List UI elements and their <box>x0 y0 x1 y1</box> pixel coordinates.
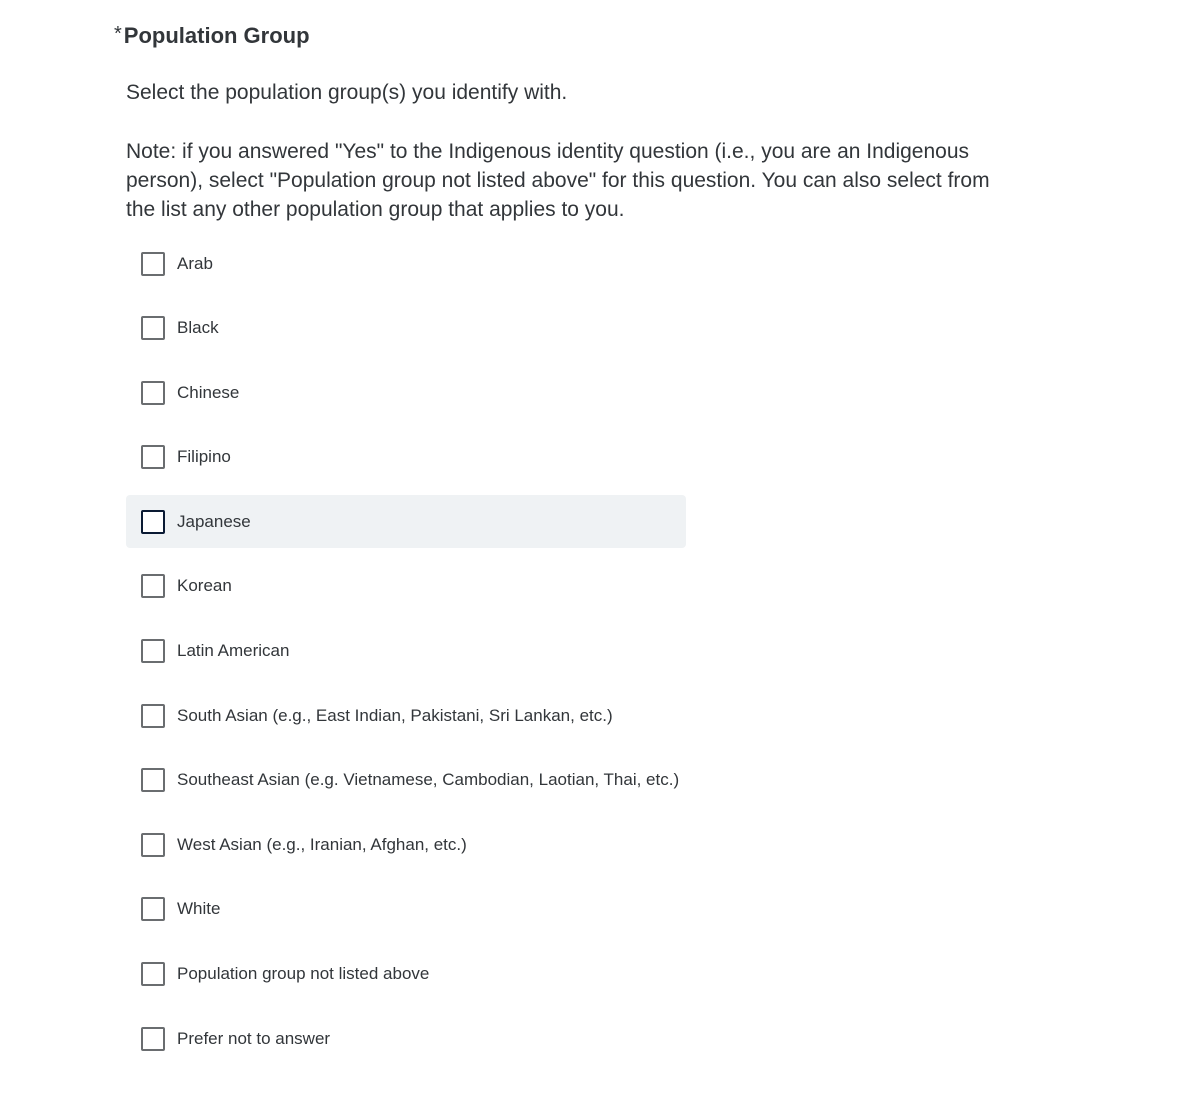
option-label[interactable]: South Asian (e.g., East Indian, Pakistani, Sri Lankan, etc.) <box>177 705 613 725</box>
option-japanese[interactable] <box>126 495 686 548</box>
checkbox-filipino[interactable] <box>141 445 165 469</box>
option-label[interactable]: Southeast Asian (e.g. Vietnamese, Cambodian, Laotian, Thai, etc.) <box>177 770 680 790</box>
option-label[interactable]: Prefer not to answer <box>177 1028 331 1048</box>
question-note: Note: if you answered "Yes" to the Indigenous identity question (i.e., you are an Indigenous person), select "Population group not listed above" for this question. You can also select from the list any other population group that applies to you. <box>126 140 990 221</box>
option-filipino[interactable] <box>126 431 686 484</box>
checkbox-south-asian[interactable] <box>141 704 165 728</box>
checkbox-not-listed[interactable] <box>141 962 165 986</box>
question-title: Population Group <box>123 23 310 48</box>
option-label[interactable]: White <box>177 899 221 919</box>
checkbox-japanese[interactable] <box>141 510 165 534</box>
option-arab[interactable] <box>126 237 686 290</box>
option-label[interactable]: Korean <box>177 576 232 596</box>
option-label[interactable]: West Asian (e.g., Iranian, Afghan, etc.) <box>177 834 467 854</box>
checkbox-prefer-not-to-answer[interactable] <box>141 1027 165 1051</box>
option-not-listed[interactable] <box>126 948 686 1001</box>
option-label[interactable]: Arab <box>177 253 213 273</box>
option-korean[interactable] <box>126 560 686 613</box>
option-label[interactable]: Population group not listed above <box>177 964 430 984</box>
checkbox-black[interactable] <box>141 316 165 340</box>
option-white[interactable] <box>126 883 686 936</box>
checkbox-white[interactable] <box>141 897 165 921</box>
checkbox-chinese[interactable] <box>141 381 165 405</box>
checkbox-arab[interactable] <box>141 252 165 276</box>
option-prefer-not-to-answer[interactable] <box>126 1012 686 1065</box>
required-marker: * <box>114 23 122 45</box>
checkbox-latin-american[interactable] <box>141 639 165 663</box>
option-label[interactable]: Latin American <box>177 641 290 661</box>
option-south-asian[interactable] <box>126 689 686 742</box>
option-chinese[interactable] <box>126 366 686 419</box>
option-label[interactable]: Japanese <box>177 511 251 531</box>
option-west-asian[interactable] <box>126 818 686 871</box>
option-black[interactable] <box>126 302 686 355</box>
option-label[interactable]: Chinese <box>177 382 240 402</box>
option-southeast-asian[interactable] <box>126 754 686 807</box>
question-instruction: Select the population group(s) you identify with. <box>126 81 568 104</box>
option-latin-american[interactable] <box>126 625 686 678</box>
question-header <box>114 20 310 52</box>
checkbox-west-asian[interactable] <box>141 833 165 857</box>
option-label[interactable]: Black <box>177 318 219 338</box>
checkbox-korean[interactable] <box>141 574 165 598</box>
option-label[interactable]: Filipino <box>177 447 231 467</box>
checkbox-southeast-asian[interactable] <box>141 768 165 792</box>
checkbox-group <box>126 237 686 1077</box>
